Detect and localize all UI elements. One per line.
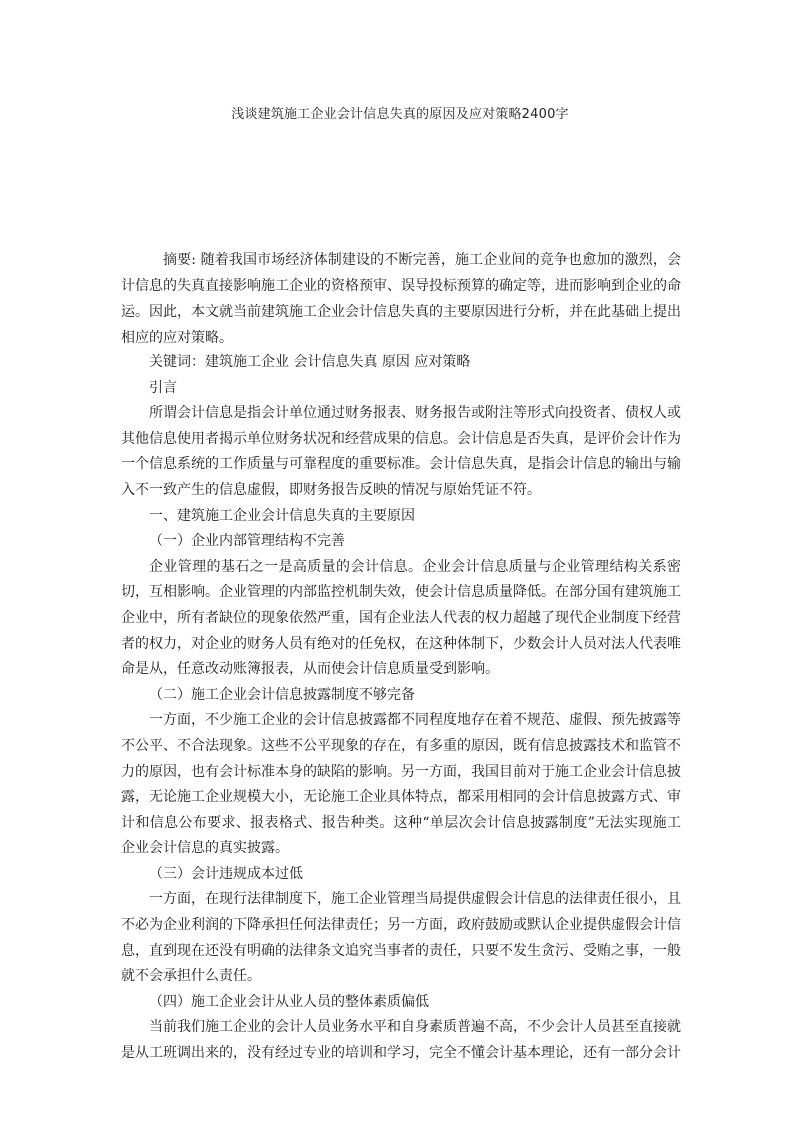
document-title: 浅谈建筑施工企业会计信息失真的原因及应对策略2400字	[231, 107, 569, 122]
abstract-paragraph: 摘要: 随着我国市场经济体制建设的不断完善，施工企业间的竞争也愈加的激烈，会计信息的失真直接影响施工企业的资格预审、误导投标预算的确定等，进而影响到企业的命运。因此，本文就当前建筑施工企业会计信息失真的主要原因进行分析，并在此基础上提出相应的应对策略。	[121, 252, 681, 346]
subsection-2-paragraph: 一方面，不少施工企业的会计信息披露都不同程度地存在着不规范、虚假、预先披露等不公平、不合法现象。这些不公平现象的存在，有多重的原因，既有信息披露技术和监管不力的原因，也有会计标准本身的缺陷的影响。另一方面，我国目前对于施工企业会计信息披露，无论施工企业规模大小，无论施工企业具体特点，都采用相同的会计信息披露方式、审计和信息公布要求、报表格式、报告种类。这种“单层次会计信息披露制度”无法实现施工企业会计信息的真实披露。	[121, 712, 681, 857]
keywords-line: 关键词：建筑施工企业 会计信息失真 原因 应对策略	[149, 354, 471, 370]
subsection-1-heading: （一）企业内部管理结构不完善	[149, 533, 345, 550]
section-1-heading: 一、建筑施工企业会计信息失真的主要原因	[149, 507, 415, 524]
subsection-4-heading: （四）施工企业会计从业人员的整体素质偏低	[149, 993, 429, 1010]
intro-heading: 引言	[149, 379, 177, 396]
subsection-3-heading: （三）会计违规成本过低	[149, 865, 303, 882]
intro-paragraph: 所谓会计信息是指会计单位通过财务报表、财务报告或附注等形式向投资者、债权人或其他信息使用者揭示单位财务状况和经营成果的信息。会计信息是否失真，是评价会计作为一个信息系统的工作质量与可靠程度的重要标准。会计信息失真，是指会计信息的输出与输入不一致产生的信息虚假，即财务报告反映的情况与原始凭证不符。	[121, 405, 681, 498]
subsection-4-paragraph: 当前我们施工企业的会计人员业务水平和自身素质普遍不高，不少会计人员甚至直接就是从工班调出来的，没有经过专业的培训和学习，完全不懂会计基本理论，还有一部分会计	[121, 1019, 681, 1062]
document-body	[121, 350, 681, 1067]
subsection-2-heading: （二）施工企业会计信息披露制度不够完备	[149, 686, 415, 703]
subsection-3-paragraph: 一方面，在现行法律制度下，施工企业管理当局提供虚假会计信息的法律责任很小，且不必为企业利润的下降承担任何法律责任；另一方面，政府鼓励或默认企业提供虚假会计信息，直到现在还没有明确的法律条文追究当事者的责任，只要不发生贪污、受贿之事，一般就不会承担什么责任。	[121, 891, 681, 985]
subsection-1-paragraph: 企业管理的基石之一是高质量的会计信息。企业会计信息质量与企业管理结构关系密切，互相影响。企业管理的内部监控机制失效，使会计信息质量降低。在部分国有建筑施工企业中，所有者缺位的现象依然严重，国有企业法人代表的权力超越了现代企业制度下经营者的权力，对企业的财务人员有绝对的任免权，在这种体制下，少数会计人员对法人代表唯命是从，任意改动账簿报表，从而使会计信息质量受到影响。	[121, 558, 681, 678]
